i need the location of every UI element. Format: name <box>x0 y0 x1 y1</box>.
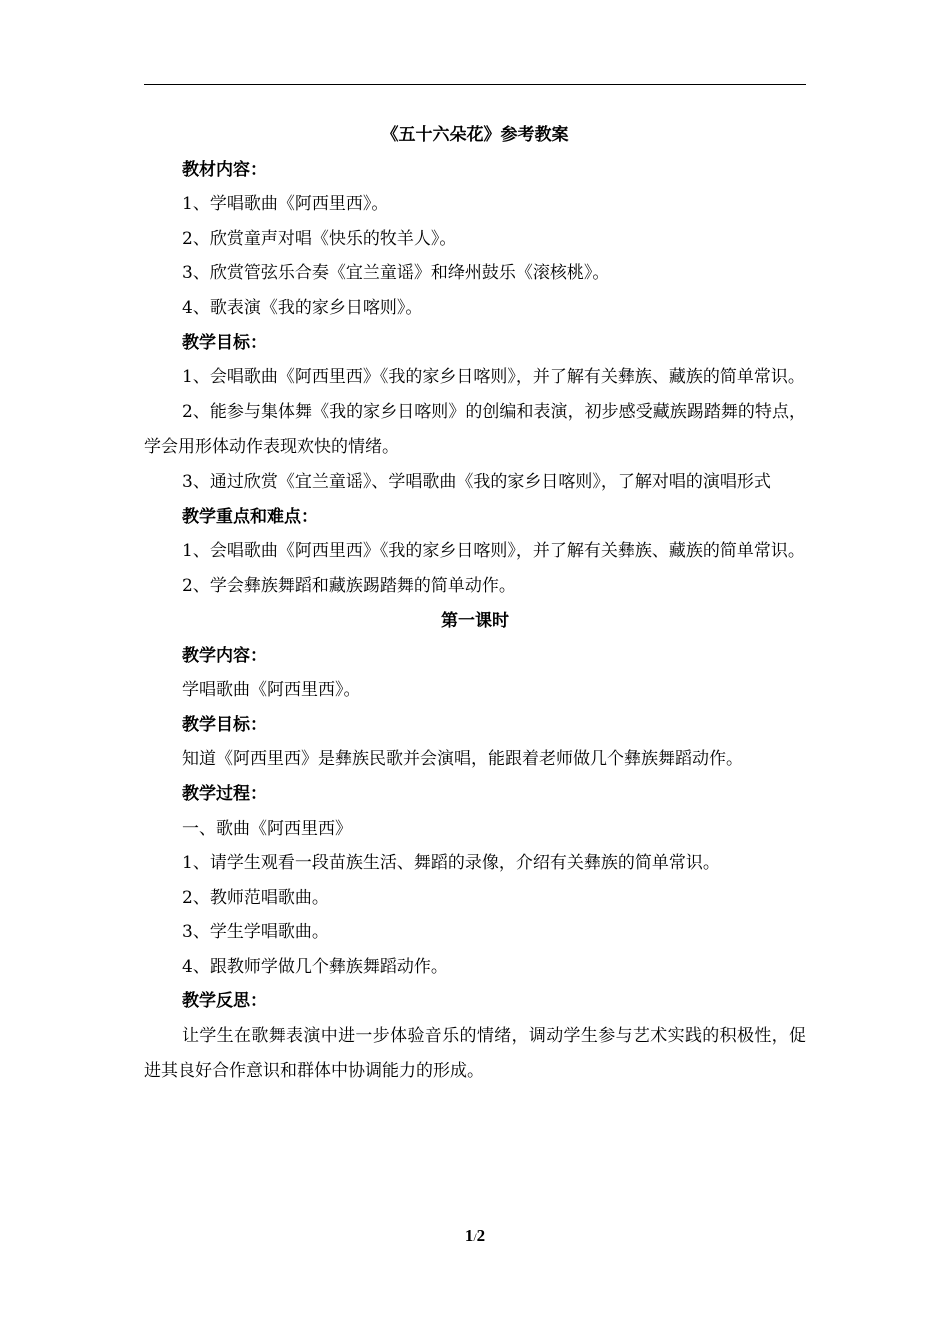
page-separator: / <box>473 1230 477 1244</box>
lesson-goal: 知道《阿西里西》是彝族民歌并会演唱，能跟着老师做几个彝族舞蹈动作。 <box>182 749 743 770</box>
materials-item: 3、欣赏管弦乐合奏《宜兰童谣》和绛州鼓乐《滚核桃》。 <box>182 263 610 284</box>
total-pages: 2 <box>476 1226 486 1245</box>
goal-paragraph: 1、会唱歌曲《阿西里西》《我的家乡日喀则》，并了解有关彝族、藏族的简单常识。 <box>182 367 805 388</box>
goal-paragraph: 2、能参与集体舞《我的家乡日喀则》的创编和表演，初步感受藏族踢踏舞的特点，学会用形体动作表现欢快的情绪。 <box>144 402 806 458</box>
process-step: 3、学生学唱歌曲。 <box>182 922 329 943</box>
process-step: 4、跟教师学做几个彝族舞蹈动作。 <box>182 956 448 977</box>
lesson-title: 第一课时 <box>441 610 509 631</box>
goal-paragraph: 3、通过欣赏《宜兰童谣》、学唱歌曲《我的家乡日喀则》，了解对唱的演唱形式 <box>182 472 771 493</box>
reflection-paragraph: 让学生在歌舞表演中进一步体验音乐的情绪，调动学生参与艺术实践的积极性，促进其良好合作意识和群体中协调能力的形成。 <box>144 1026 806 1082</box>
process-step: 2、教师范唱歌曲。 <box>182 887 329 908</box>
header-rule <box>144 84 806 85</box>
lesson-content: 学唱歌曲《阿西里西》。 <box>182 680 361 701</box>
materials-item: 2、欣赏童声对唱《快乐的牧羊人》。 <box>182 228 457 249</box>
lesson-goal-heading: 教学目标： <box>182 714 267 735</box>
key-point-paragraph: 1、会唱歌曲《阿西里西》《我的家乡日喀则》，并了解有关彝族、藏族的简单常识。 <box>182 541 805 562</box>
materials-item: 1、学唱歌曲《阿西里西》。 <box>182 194 389 215</box>
key-points-heading: 教学重点和难点： <box>182 506 318 527</box>
document-body <box>144 118 806 1089</box>
reflection-heading: 教学反思： <box>182 991 267 1012</box>
key-point-paragraph: 2、学会彝族舞蹈和藏族踢踏舞的简单动作。 <box>182 576 516 597</box>
process-step: 1、请学生观看一段苗族生活、舞蹈的录像，介绍有关彝族的简单常识。 <box>182 853 720 874</box>
process-heading: 教学过程： <box>182 783 267 804</box>
page-number <box>0 1226 950 1246</box>
goals-heading: 教学目标： <box>182 332 267 353</box>
materials-heading: 教材内容： <box>182 159 267 180</box>
materials-item: 4、歌表演《我的家乡日喀则》。 <box>182 297 423 318</box>
document-title: 《五十六朵花》参考教案 <box>381 125 569 145</box>
current-page: 1 <box>464 1226 474 1245</box>
lesson-content-heading: 教学内容： <box>182 645 267 666</box>
process-step: 一、歌曲《阿西里西》 <box>182 818 352 839</box>
